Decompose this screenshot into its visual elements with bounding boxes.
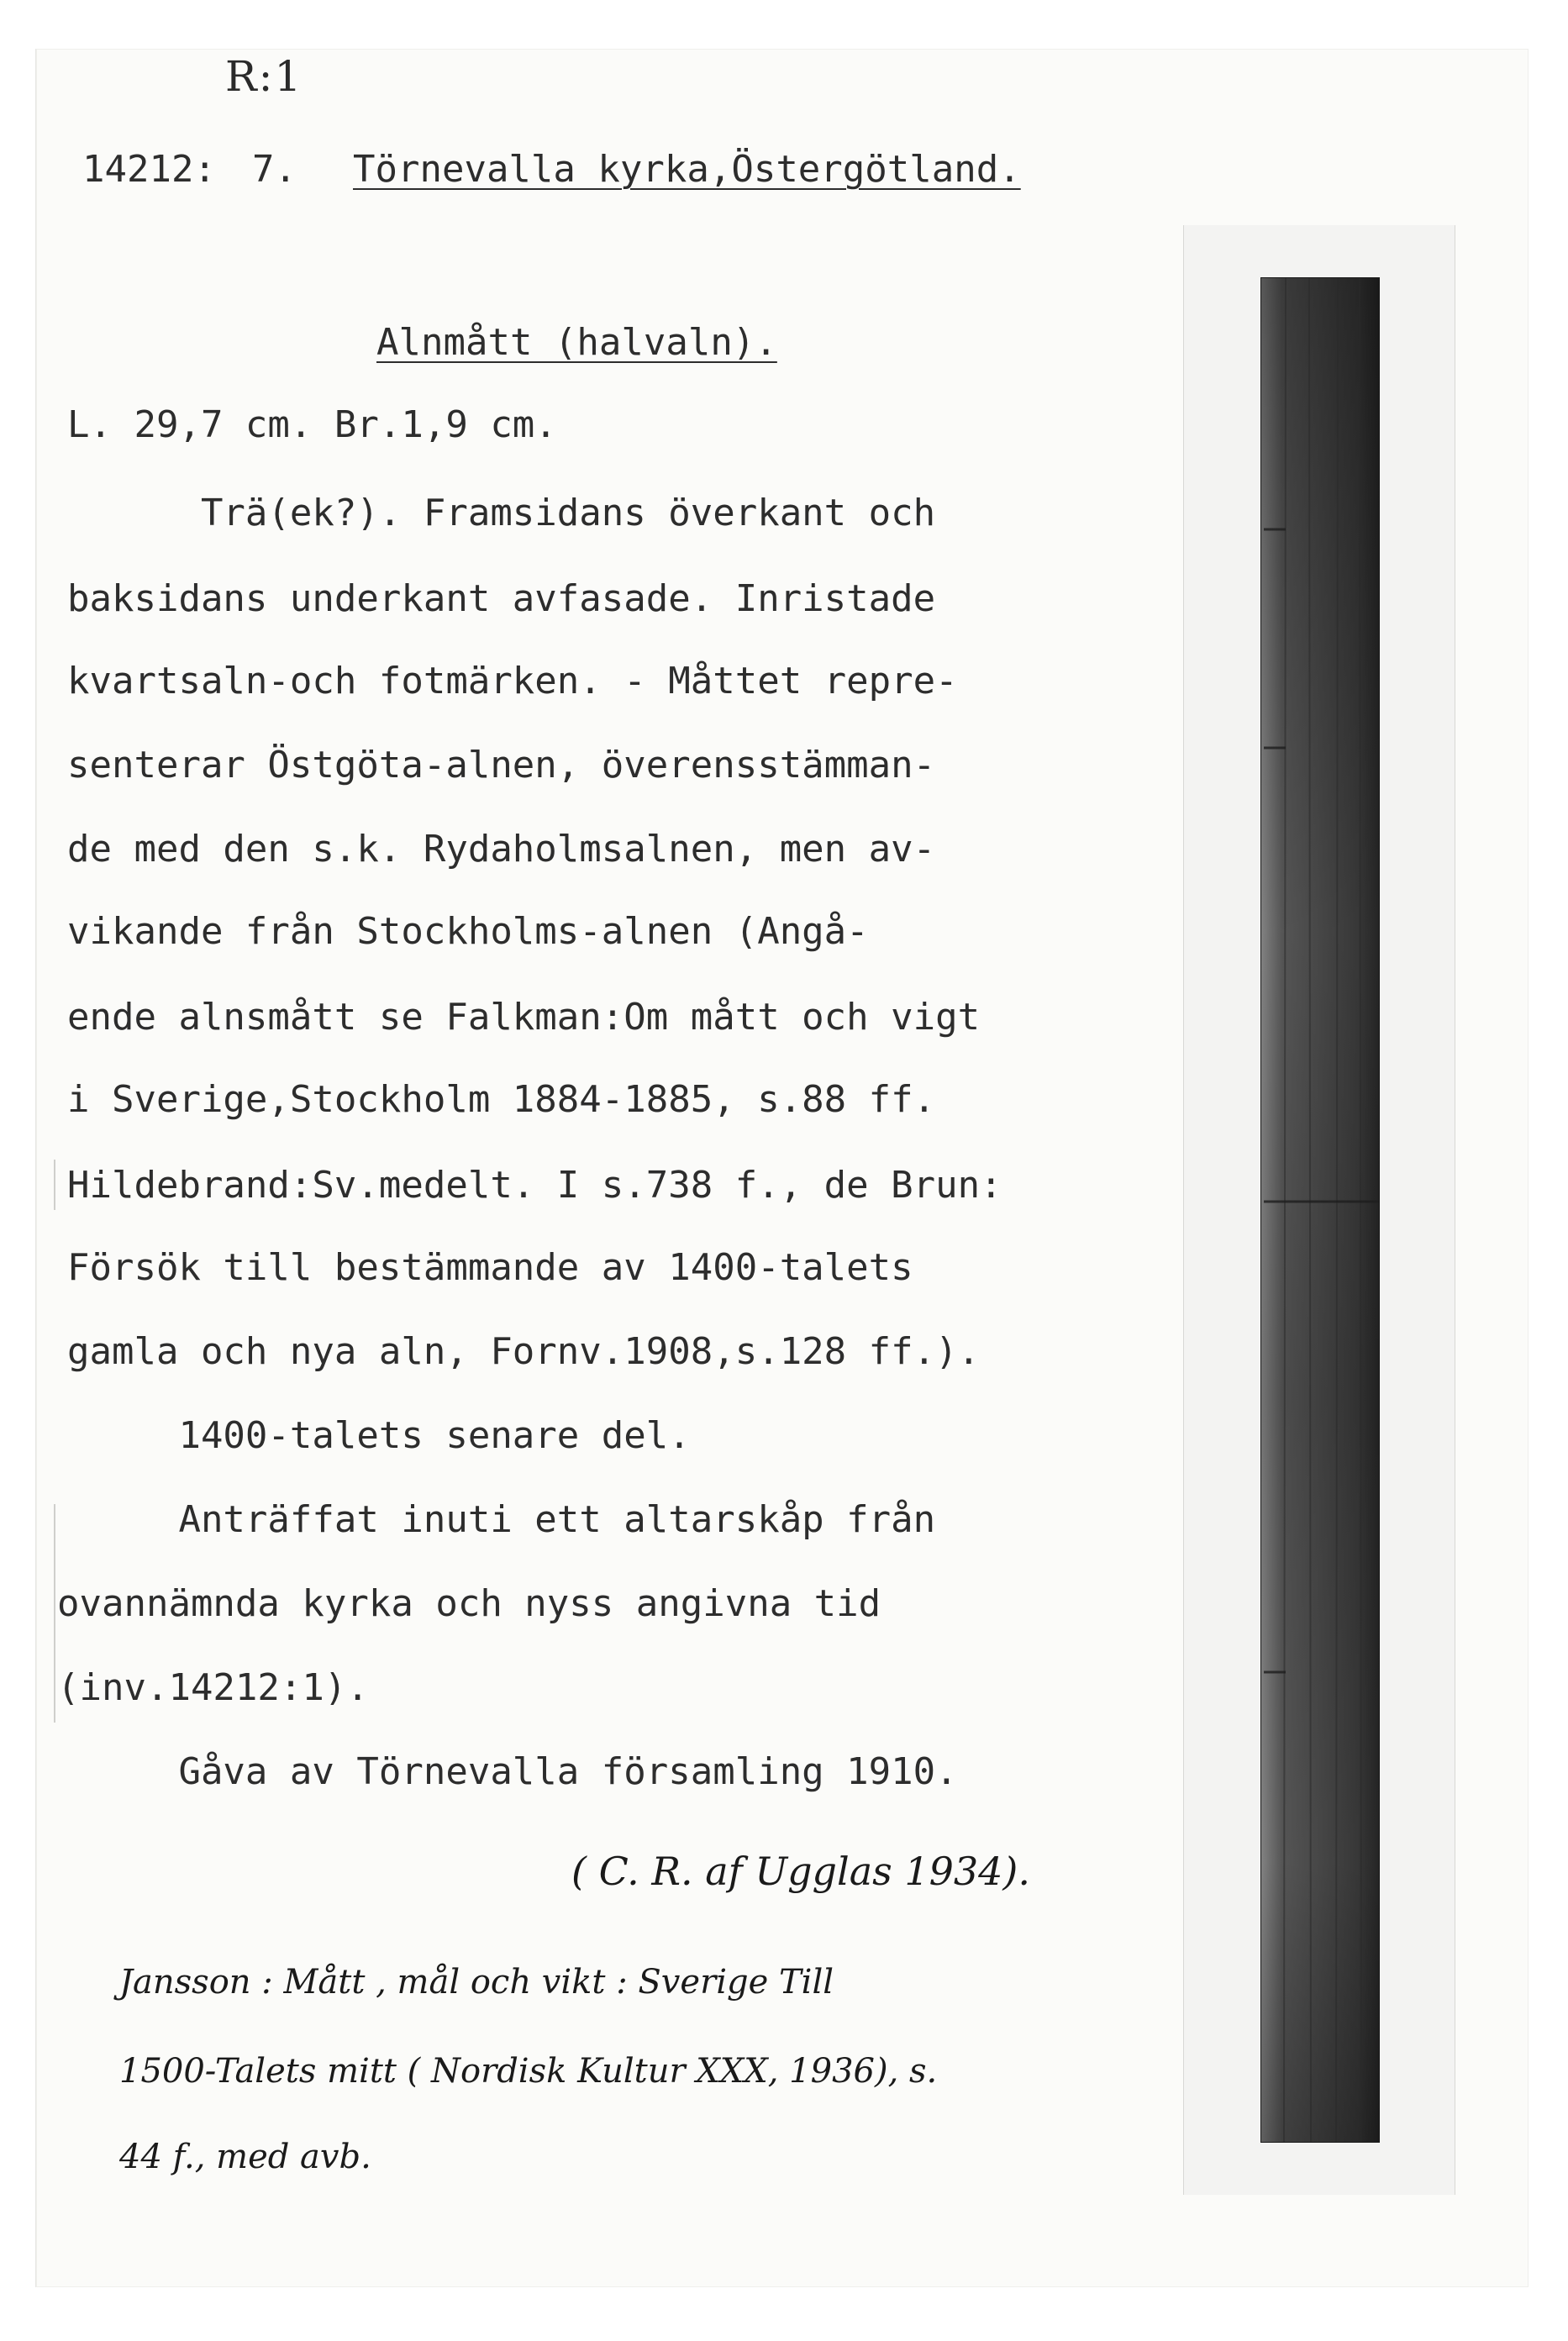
- body-line: senterar Östgöta-alnen, överensstämman-: [67, 744, 936, 786]
- inv-number: 14212:: [82, 148, 216, 191]
- location-title: Törnevalla kyrka,Östergötland.: [353, 148, 1021, 191]
- body-line: Försök till bestämmande av 1400-talets: [67, 1246, 913, 1289]
- dimensions: L. 29,7 cm. Br.1,9 cm.: [67, 403, 557, 446]
- body-line: baksidans underkant avfasade. Inristade: [67, 577, 936, 620]
- note-line: 44 f., med avb.: [119, 2138, 371, 2176]
- body-line: (inv.14212:1).: [57, 1666, 369, 1709]
- note-line: Jansson : Mått , mål och vikt : Sverige Till: [119, 1963, 834, 2002]
- inv-part: 7.: [252, 148, 297, 191]
- body-line: vikande från Stockholms-alnen (Angå-: [67, 910, 869, 953]
- body-line: ende alnsmått se Falkman:Om mått och vigt: [67, 996, 981, 1039]
- body-line: i Sverige,Stockholm 1884-1885, s.88 ff.: [67, 1078, 936, 1121]
- body-line: Gåva av Törnevalla församling 1910.: [67, 1750, 958, 1793]
- measuring-stick-image: [1260, 277, 1380, 2143]
- corner-mark: R:1: [225, 52, 303, 101]
- body-line: Trä(ek?). Framsidans överkant och: [67, 492, 936, 534]
- body-line: de med den s.k. Rydaholmsalnen, men av-: [67, 828, 936, 871]
- note-line: 1500-Talets mitt ( Nordisk Kultur XXX, 1936), s.: [119, 2052, 938, 2091]
- body-line: kvartsaln-och fotmärken. - Måttet repre-: [67, 660, 958, 702]
- card-edge-line: [54, 1504, 55, 1723]
- author-signature: ( C. R. af Ugglas 1934).: [571, 1849, 1030, 1894]
- body-line: ovannämnda kyrka och nyss angivna tid: [57, 1582, 881, 1625]
- body-line: 1400-talets senare del.: [67, 1414, 691, 1457]
- card-edge-line: [54, 1160, 55, 1210]
- body-line: Hildebrand:Sv.medelt. I s.738 f., de Brun:: [67, 1164, 1002, 1207]
- body-line: gamla och nya aln, Fornv.1908,s.128 ff.).: [67, 1330, 981, 1373]
- object-title: Alnmått (halvaln).: [376, 321, 777, 364]
- body-line: Anträffat inuti ett altarskåp från: [67, 1498, 936, 1541]
